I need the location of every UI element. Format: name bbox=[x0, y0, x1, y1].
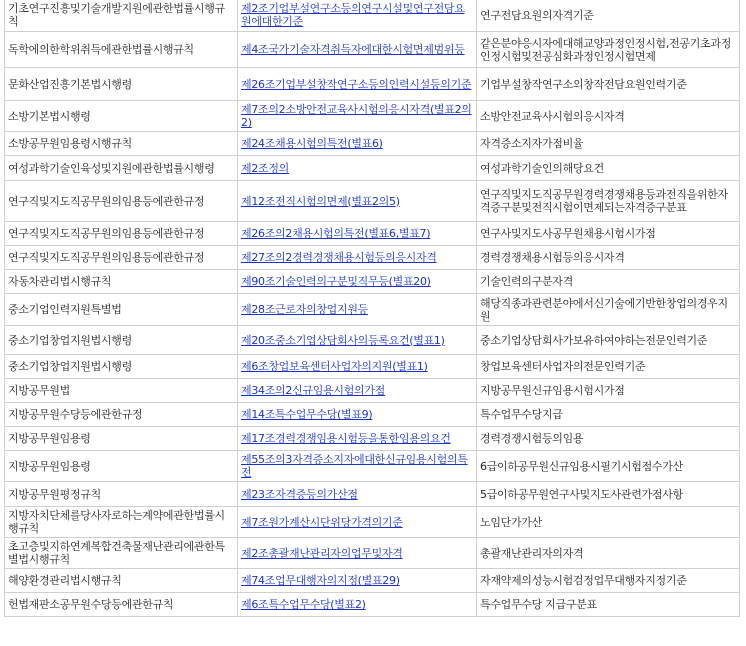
law-name-cell: 지방공무원임용령 bbox=[5, 427, 238, 451]
article-cell bbox=[238, 101, 477, 132]
subject-cell: 경력경쟁채용시험등의응시자격 bbox=[477, 246, 740, 270]
article-cell bbox=[238, 32, 477, 68]
table-row bbox=[5, 222, 740, 246]
subject-cell: 같은분야응시자에대해교양과정인정시험,전공기초과정인정시험및전공심화과정인정시험면제 bbox=[477, 32, 740, 68]
table-row bbox=[5, 294, 740, 326]
table-row bbox=[5, 156, 740, 181]
subject-cell: 자재약제의성능시험검정업무대행자지정기준 bbox=[477, 569, 740, 593]
law-name-cell: 해양환경관리법시행규칙 bbox=[5, 569, 238, 593]
article-cell bbox=[238, 569, 477, 593]
law-name-cell: 중소기업창업지원법시행령 bbox=[5, 355, 238, 379]
law-name-cell: 기초연구진흥및기술개발지원에관한법률시행규칙 bbox=[5, 0, 238, 32]
article-link[interactable]: 제7조의2소방안전교육사시험의응시자격(별표2의2) bbox=[241, 103, 472, 129]
article-cell bbox=[238, 403, 477, 427]
subject-cell: 연구전담요원의자격기준 bbox=[477, 0, 740, 32]
subject-cell: 총괄재난관리자의자격 bbox=[477, 538, 740, 569]
article-link[interactable]: 제90조기술인력의구분및직무등(별표20) bbox=[241, 275, 431, 288]
law-name-cell: 여성과학기술인육성및지원에관한법률시행령 bbox=[5, 156, 238, 181]
law-name-cell: 소방공무원임용령시행규칙 bbox=[5, 132, 238, 156]
law-name-cell: 지방공무원임용령 bbox=[5, 451, 238, 482]
law-name-cell: 독학에의한학위취득에관한법률시행규칙 bbox=[5, 32, 238, 68]
article-cell bbox=[238, 379, 477, 403]
article-cell bbox=[238, 68, 477, 101]
table-row bbox=[5, 246, 740, 270]
table-row bbox=[5, 132, 740, 156]
law-name-cell: 자동차관리법시행규칙 bbox=[5, 270, 238, 294]
subject-cell: 특수업무수당지급 bbox=[477, 403, 740, 427]
article-link[interactable]: 제74조업무대행자의지정(별표29) bbox=[241, 574, 400, 587]
table-row bbox=[5, 538, 740, 569]
subject-cell: 연구사및지도사공무원채용시험시가점 bbox=[477, 222, 740, 246]
article-cell bbox=[238, 427, 477, 451]
table-row bbox=[5, 101, 740, 132]
article-link[interactable]: 제55조의3자격증소지자에대한신규임용시험의특전 bbox=[241, 453, 468, 479]
law-name-cell: 문화산업진흥기본법시행령 bbox=[5, 68, 238, 101]
law-name-cell: 지방공무원수당등에관한규정 bbox=[5, 403, 238, 427]
article-link[interactable]: 제24조채용시험의특전(별표6) bbox=[241, 137, 383, 150]
table-row bbox=[5, 427, 740, 451]
table-row bbox=[5, 32, 740, 68]
article-cell bbox=[238, 538, 477, 569]
law-name-cell: 지방공무원법 bbox=[5, 379, 238, 403]
law-name-cell: 초고층및지하연계복합건축물재난관리에관한특별법시행규칙 bbox=[5, 538, 238, 569]
table-row bbox=[5, 569, 740, 593]
law-name-cell: 헌법재판소공무원수당등에관한규칙 bbox=[5, 593, 238, 617]
article-link[interactable]: 제6조특수업무수당(별표2) bbox=[241, 598, 366, 611]
subject-cell: 6급이하공무원신규임용시필기시험점수가산 bbox=[477, 451, 740, 482]
article-link[interactable]: 제26조기업부설창작연구소등의인력시설등의기준 bbox=[241, 77, 472, 91]
law-table-body bbox=[5, 0, 740, 617]
table-row bbox=[5, 593, 740, 617]
article-link[interactable]: 제26조의2채용시험의특전(별표6,별표7) bbox=[241, 227, 431, 240]
table-row bbox=[5, 355, 740, 379]
article-cell bbox=[238, 507, 477, 538]
table-row bbox=[5, 403, 740, 427]
subject-cell: 해당직종과관련분야에서신기술에기반한창업의경우지원 bbox=[477, 294, 740, 326]
subject-cell: 창업보육센터사업자의전문인력기준 bbox=[477, 355, 740, 379]
subject-cell: 여성과학기술인의해당요건 bbox=[477, 156, 740, 181]
article-link[interactable]: 제34조의2신규임용시험의가점 bbox=[241, 384, 386, 397]
article-link[interactable]: 제2조총괄재난관리자의업무및자격 bbox=[241, 546, 403, 560]
subject-cell: 5급이하공무원연구사및지도사관련가점사항 bbox=[477, 482, 740, 507]
article-cell bbox=[238, 355, 477, 379]
article-link[interactable]: 제14조특수업무수당(별표9) bbox=[241, 408, 373, 421]
subject-cell: 지방공무원신규임용시험시가점 bbox=[477, 379, 740, 403]
law-name-cell: 소방기본법시행령 bbox=[5, 101, 238, 132]
article-link[interactable]: 제17조경력경쟁임용시험등을통한임용의요건 bbox=[241, 432, 451, 445]
article-link[interactable]: 제27조의2경력경쟁채용시험등의응시자격 bbox=[241, 251, 437, 264]
law-name-cell: 중소기업창업지원법시행령 bbox=[5, 326, 238, 355]
subject-cell: 경력경쟁시험등의임용 bbox=[477, 427, 740, 451]
article-link[interactable]: 제20조중소기업상담회사의등록요건(별표1) bbox=[241, 333, 445, 347]
law-name-cell: 연구직및지도직공무원의임용등에관한규정 bbox=[5, 181, 238, 222]
article-link[interactable]: 제7조원가계산시단위당가격의기준 bbox=[241, 515, 403, 529]
article-link[interactable]: 제2조기업부설연구소등의연구시설및연구전담요원에대한기준 bbox=[241, 2, 465, 28]
article-link[interactable]: 제23조자격증등의가산점 bbox=[241, 487, 358, 501]
subject-cell: 연구직및지도직공무원경력경쟁채용등과전직을위한자격증구분및전직시험이면제되는자격증구분표 bbox=[477, 181, 740, 222]
article-cell bbox=[238, 181, 477, 222]
table-row bbox=[5, 326, 740, 355]
table-row bbox=[5, 270, 740, 294]
table-row bbox=[5, 181, 740, 222]
subject-cell: 소방안전교육사시험의응시자격 bbox=[477, 101, 740, 132]
article-cell bbox=[238, 294, 477, 326]
table-row bbox=[5, 379, 740, 403]
article-link[interactable]: 제12조전직시험의면제(별표2의5) bbox=[241, 194, 400, 208]
article-cell bbox=[238, 156, 477, 181]
table-row bbox=[5, 0, 740, 32]
article-cell bbox=[238, 451, 477, 482]
article-cell bbox=[238, 132, 477, 156]
article-cell bbox=[238, 482, 477, 507]
article-cell bbox=[238, 0, 477, 32]
article-link[interactable]: 제6조창업보육센터사업자의지원(별표1) bbox=[241, 360, 428, 373]
table-row bbox=[5, 482, 740, 507]
law-name-cell: 연구직및지도직공무원의임용등에관한규정 bbox=[5, 222, 238, 246]
law-table bbox=[4, 0, 740, 617]
subject-cell: 노임단가가산 bbox=[477, 507, 740, 538]
subject-cell: 기술인력의구분자격 bbox=[477, 270, 740, 294]
table-row bbox=[5, 68, 740, 101]
subject-cell: 자격증소지자가점비율 bbox=[477, 132, 740, 156]
article-cell bbox=[238, 222, 477, 246]
table-row bbox=[5, 451, 740, 482]
subject-cell: 기업부설창작연구소의창작전담요원인력기준 bbox=[477, 68, 740, 101]
article-cell bbox=[238, 326, 477, 355]
law-name-cell: 중소기업인력지원특별법 bbox=[5, 294, 238, 326]
subject-cell: 중소기업상담회사가보유하여야하는전문인력기준 bbox=[477, 326, 740, 355]
article-cell bbox=[238, 593, 477, 617]
table-row bbox=[5, 507, 740, 538]
law-name-cell: 지방공무원평정규칙 bbox=[5, 482, 238, 507]
law-name-cell: 연구직및지도직공무원의임용등에관한규정 bbox=[5, 246, 238, 270]
article-cell bbox=[238, 270, 477, 294]
article-link[interactable]: 제4조국가기술자격취득자에대한시험면제범위등 bbox=[241, 43, 465, 56]
article-link[interactable]: 제2조정의 bbox=[241, 161, 290, 175]
article-link[interactable]: 제28조근로자의창업지원등 bbox=[241, 303, 368, 316]
law-name-cell: 지방자치단체를당사자로하는계약에관한법률시행규칙 bbox=[5, 507, 238, 538]
article-cell bbox=[238, 246, 477, 270]
subject-cell: 특수업무수당 지급구분표 bbox=[477, 593, 740, 617]
